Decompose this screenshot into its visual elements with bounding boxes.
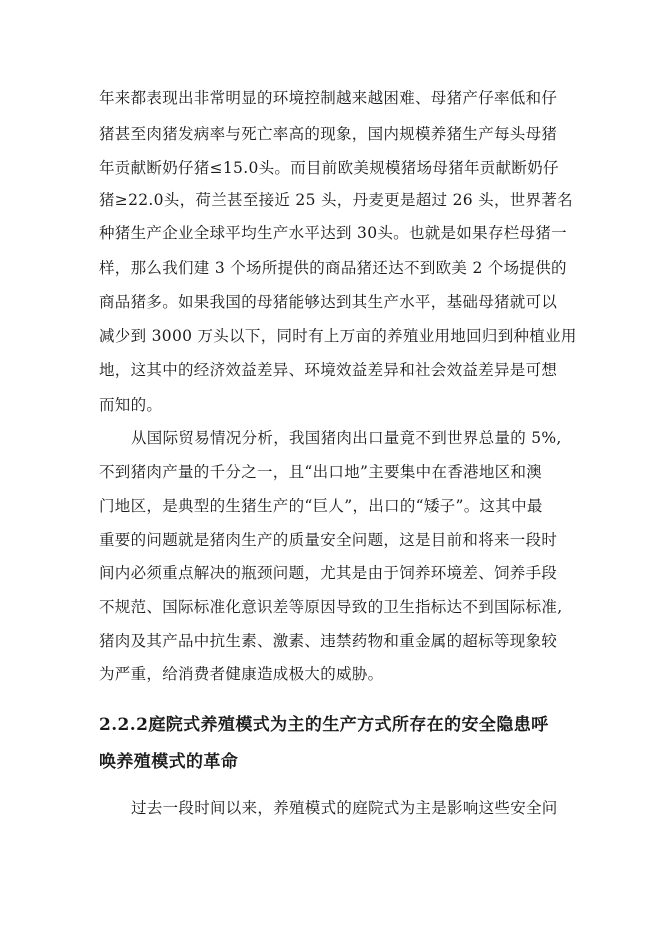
paragraph-1-line-8: 减少到 3000 万头以下，同时有上万亩的养殖业用地回归到种植业用 — [99, 327, 577, 345]
paragraph-1-line-6: 样，那么我们建 3 个场所提供的商品猪还达不到欧美 2 个场提供的 — [99, 259, 567, 277]
paragraph-2-line-6: 不规范、国际标准化意识差等原因导致的卫生指标达不到国际标准, — [99, 598, 563, 616]
paragraph-1-line-5: 种猪生产企业全球平均生产水平达到 30头。也就是如果存栏母猪一 — [99, 224, 567, 242]
paragraph-1-line-2: 猪甚至肉猪发病率与死亡率高的现象，国内规模养猪生产每头母猪 — [99, 125, 558, 143]
paragraph-2-line-3: 门地区，是典型的生猪生产的“巨人”，出口的“矮子”。这其中最 — [99, 497, 543, 515]
paragraph-2-line-5: 间内必须重点解决的瓶颈问题，尤其是由于饲养环境差、饲养手段 — [99, 564, 558, 582]
paragraph-1-line-1: 年来都表现出非常明显的环境控制越来越困难、母猪产仔率低和仔 — [99, 89, 558, 107]
paragraph-1-line-9: 地，这其中的经济效益差异、环境效益差异和社会效益差异是可想 — [99, 361, 558, 379]
paragraph-2-line-1: 从国际贸易情况分析，我国猪肉出口量竟不到世界总量的 5%, — [131, 429, 562, 447]
paragraph-2-line-2: 不到猪肉产量的千分之一，且“出口地”主要集中在香港地区和澳 — [99, 463, 543, 481]
paragraph-1-line-3: 年贡献断奶仔猪≤15.0头。而目前欧美规模猪场母猪年贡献断奶仔 — [99, 159, 559, 177]
paragraph-2-line-7: 猪肉及其产品中抗生素、激素、违禁药物和重金属的超标等现象较 — [99, 632, 558, 650]
section-heading-line-2: 唤养殖模式的革命 — [99, 752, 239, 772]
paragraph-1-line-4: 猪≥22.0头，荷兰甚至接近 25 头，丹麦更是超过 26 头，世界著名 — [99, 191, 573, 209]
paragraph-3-line-1: 过去一段时间以来，养殖模式的庭院式为主是影响这些安全问 — [131, 799, 558, 817]
paragraph-2-line-8: 为严重，给消费者健康造成极大的威胁。 — [99, 665, 384, 683]
section-heading-line-1: 2.2.2庭院式养殖模式为主的生产方式所存在的安全隐患呼 — [99, 715, 549, 735]
paragraph-2-line-4: 重要的问题就是猪肉生产的质量安全问题，这是目前和将来一段时 — [99, 531, 558, 549]
paragraph-1-line-7: 商品猪多。如果我国的母猪能够达到其生产水平，基础母猪就可以 — [99, 293, 558, 311]
paragraph-1-line-10: 而知的。 — [99, 396, 163, 414]
